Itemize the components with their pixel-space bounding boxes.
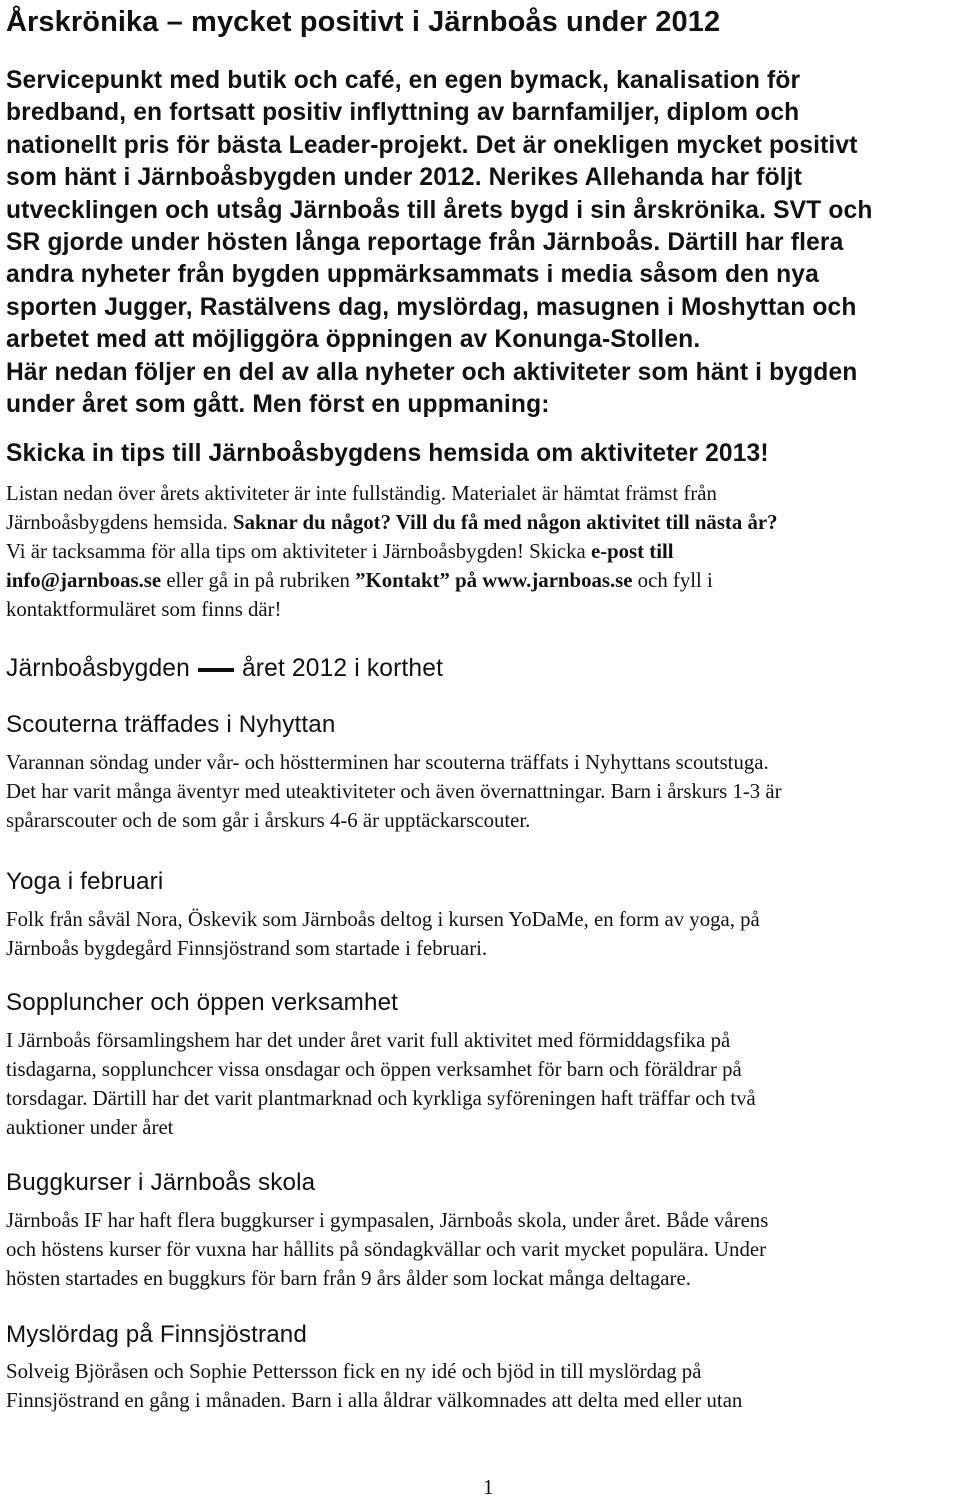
- intro-line: Här nedan följer en del av alla nyheter och aktiviteter som hänt i bygden: [6, 358, 858, 386]
- intro-line: nationellt pris för bästa Leader-projekt. Det är onekligen mycket positivt: [6, 131, 858, 159]
- page-title: Årskrönika – mycket positivt i Järnboås under 2012: [6, 6, 721, 38]
- section-line: tisdagarna, sopplunchcer vissa onsdagar och öppen verksamhet för barn och föräldrar på: [6, 1058, 742, 1081]
- em-dash-icon: [190, 663, 242, 677]
- section-line: I Järnboås församlingshem har det under året varit full aktivitet med förmiddagsfika på: [6, 1029, 731, 1052]
- notice-text: eller gå in på rubriken: [161, 569, 356, 592]
- notice-text: Järnboåsbygdens hemsida.: [6, 511, 233, 534]
- notice-line: Listan nedan över årets aktiviteter är inte fullständig. Materialet är hämtat främst från: [6, 482, 717, 505]
- section-heading: Buggkurser i Järnboås skola: [6, 1169, 316, 1196]
- intro-line: sporten Jugger, Rastälvens dag, myslördag, masugnen i Moshyttan och: [6, 293, 857, 321]
- section-body: [6, 905, 958, 963]
- intro-line: Servicepunkt med butik och café, en egen bymack, kanalisation för: [6, 67, 801, 94]
- notice-email-label: e-post till: [590, 540, 674, 563]
- section-line: hösten startades en buggkurs för barn från 9 års ålder som lockat många deltagare.: [6, 1267, 691, 1290]
- notice-line: [6, 566, 958, 595]
- page-number: 1: [483, 1475, 494, 1499]
- notice-text: och fyll i: [632, 569, 713, 592]
- section-line: Järnboås bygdegård Finnsjöstrand som startade i februari.: [6, 937, 488, 960]
- section-line: Solveig Björåsen och Sophie Pettersson fick en ny idé och bjöd in till myslördag på: [6, 1360, 702, 1383]
- notice-line: [6, 508, 958, 537]
- section-line: Folk från såväl Nora, Öskevik som Järnboås deltog i kursen YoDaMe, en form av yoga, på: [6, 908, 760, 931]
- notice-paragraph: [6, 479, 958, 624]
- summary-heading-left: Järnboåsbygden: [6, 655, 190, 682]
- summary-heading-right: året 2012 i korthet: [241, 655, 444, 682]
- section-heading: Myslördag på Finnsjöstrand: [6, 1321, 308, 1348]
- email-address: info@jarnboas.se: [6, 569, 162, 592]
- intro-line: utvecklingen och utsåg Järnboås till årets bygd i sin årskrönika. SVT och: [6, 196, 873, 224]
- section-line: Varannan söndag under vår- och höstterminen har scouterna träffats i Nyhyttans scoutstuga.: [6, 751, 769, 774]
- summary-heading: [6, 653, 443, 685]
- tips-heading: Skicka in tips till Järnboåsbygdens hemsida om aktiviteter 2013!: [6, 440, 769, 467]
- intro-line: som hänt i Järnboåsbygden under 2012. Nerikes Allehanda har följt: [6, 164, 803, 192]
- section-heading: Scouterna träffades i Nyhyttan: [6, 711, 336, 738]
- section-line: torsdagar. Därtill har det varit plantmarknad och kyrkliga syföreningen haft träffar och två: [6, 1087, 756, 1110]
- section-line: Järnboås IF har haft flera buggkurser i gympasalen, Järnboås skola, under året. Både vårens: [6, 1209, 769, 1232]
- contact-website: ”Kontakt” på www.jarnboas.se: [355, 569, 633, 592]
- intro-line: bredband, en fortsatt positiv inflyttning av barnfamiljer, diplom och: [6, 99, 800, 127]
- section-line: Det har varit många äventyr med uteaktiviteter och även övernattningar. Barn i årskurs 1-3 är: [6, 780, 782, 803]
- section-heading: Yoga i februari: [6, 868, 164, 895]
- intro-line: under året som gått. Men först en uppmaning:: [6, 391, 550, 419]
- section-line: Finnsjöstrand en gång i månaden. Barn i alla åldrar välkomnades att delta med eller utan: [6, 1389, 743, 1412]
- section-body: [6, 1357, 958, 1415]
- notice-line: [6, 537, 958, 566]
- notice-text: Vi är tacksamma för alla tips om aktiviteter i Järnboåsbygden! Skicka: [6, 540, 591, 563]
- notice-question: Saknar du något? Vill du få med någon aktivitet till nästa år?: [233, 511, 778, 534]
- intro-line: andra nyheter från bygden uppmärksammats i media såsom den nya: [6, 261, 819, 289]
- intro-paragraph: [6, 65, 958, 421]
- intro-line: SR gjorde under hösten långa reportage från Järnboås. Därtill har flera: [6, 229, 844, 257]
- section-body: [6, 748, 958, 835]
- section-body: [6, 1206, 958, 1293]
- section-heading: Soppluncher och öppen verksamhet: [6, 989, 399, 1016]
- section-body: [6, 1026, 958, 1142]
- section-line: spårarscouter och de som går i årskurs 4-6 är upptäckarscouter.: [6, 809, 531, 832]
- notice-line: kontaktformuläret som finns där!: [6, 598, 282, 621]
- section-line: och höstens kurser för vuxna har hållits på söndagkvällar och varit mycket populära. Under: [6, 1238, 767, 1261]
- section-line: auktioner under året: [6, 1116, 174, 1139]
- intro-line: arbetet med att möjliggöra öppningen av Konunga-Stollen.: [6, 326, 701, 354]
